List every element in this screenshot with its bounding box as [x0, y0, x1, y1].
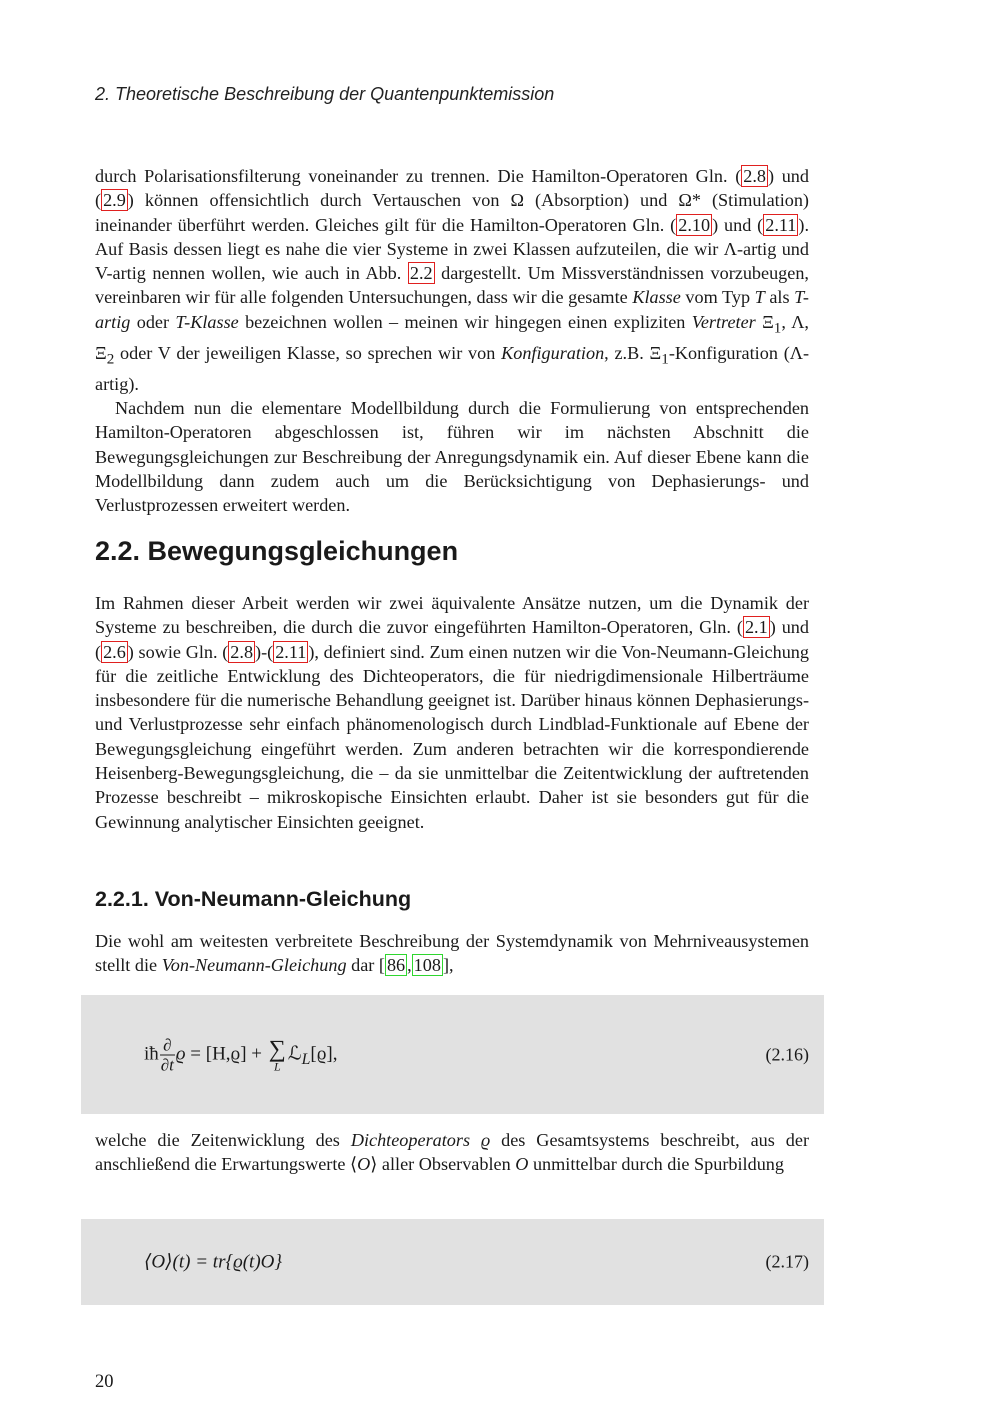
text-run: vom Typ	[680, 287, 755, 308]
emphasis-klasse: Klasse	[632, 287, 681, 308]
sum-operator	[269, 1038, 286, 1072]
text-run: Ξ	[755, 311, 774, 332]
paragraph-density-operator-text	[95, 1128, 809, 1177]
symbol-O: O	[357, 1154, 371, 1175]
paragraph-transition: Nachdem nun die elementare Modellbildung durch die Formulierung von entsprechenden Hamilton-Operatoren abgeschlossen ist, führen wir im nächsten Abschnitt die Bewegungsgleichungen zur Beschreibung der Anregungsdynamik ein. Auf dieser Ebene kann die Modellbildung dann zudem auch um die Berücksichtigung von Dephasierungs- und Verlustprozessen erweitert werden.	[95, 397, 809, 516]
text-run: Die wohl am weitesten verbreitete Beschreibung der Systemdynamik von Mehrniveausystemen stellt die	[95, 931, 809, 976]
text-run: bezeichnen wollen – meinen wir hingegen einen expliziten	[238, 311, 692, 332]
equation-ref-2-11[interactable]: 2.11	[275, 641, 307, 662]
subscript: 2	[106, 350, 115, 368]
expectation-value-equation: ⟨O⟩(t) = tr{ϱ(t)O}	[144, 1251, 282, 1273]
lindblad-symbol: ℒ	[287, 1042, 302, 1064]
subscript: 1	[661, 350, 669, 368]
emphasis-vertreter: Vertreter	[691, 311, 756, 332]
paragraph-density-operator	[95, 1128, 809, 1177]
text-run: ) und (	[712, 214, 764, 235]
equation-number: (2.17)	[765, 1251, 809, 1272]
sigma-symbol: ∑	[268, 1036, 286, 1063]
eq-commutator: = [H,ϱ] +	[185, 1042, 267, 1064]
text-run: dar [	[346, 955, 385, 976]
page-number: 20	[95, 1372, 114, 1392]
equation-ref-2-8[interactable]: 2.8	[743, 166, 766, 186]
symbol-O: O	[515, 1154, 529, 1175]
eq-lhs-prefix: iħ	[144, 1042, 159, 1064]
text-run: Im Rahmen dieser Arbeit werden wir zwei äquivalente Ansätze nutzen, um die Dynamik der Systeme zu beschreiben, die durch die zuvor eingeführten Hamilton-Operatoren, Gln. (	[95, 593, 809, 638]
emphasis-t-klasse: T-Klasse	[175, 311, 239, 332]
paragraph-von-neumann	[95, 929, 809, 978]
equation-ref-2-1[interactable]: 2.1	[744, 617, 768, 638]
paragraph-classes	[95, 164, 809, 396]
emphasis-dichteoperator: Dichteoperators ϱ	[350, 1130, 491, 1150]
section-heading: 2.2. Bewegungsgleichungen	[95, 536, 459, 566]
text-run: durch Polarisationsfilterung voneinander zu trennen. Die Hamilton-Operatoren Gln. (	[95, 166, 742, 186]
equation-ref-2-9[interactable]: 2.9	[103, 190, 126, 211]
citation-108[interactable]: 108	[413, 955, 441, 976]
text-run: als	[764, 287, 795, 308]
partial-derivative	[160, 1035, 175, 1074]
equation-ref-2-6[interactable]: 2.6	[103, 641, 126, 662]
text-run: ). Auf Basis dessen liegt es nahe die vier Systeme in zwei Klassen aufzuteilen, die wir Λ-artig und V-artig nennen wollen, wie auch in Abb.	[95, 214, 809, 284]
eq-tail: [ϱ],	[310, 1042, 338, 1064]
citation-86[interactable]: 86	[386, 955, 406, 976]
subsection-heading: 2.2.1. Von-Neumann-Gleichung	[95, 887, 412, 911]
text-run: des Gesamtsystems beschreibt, aus der anschließend die Erwartungswerte ⟨	[95, 1130, 809, 1175]
equation-ref-2-11[interactable]: 2.11	[765, 214, 797, 235]
text-run: unmittelbar durch die Spurbildung	[528, 1154, 784, 1175]
emphasis-konfiguration: Konfiguration	[501, 342, 605, 363]
text-run: ) können offensichtlich durch Vertauschen von Ω (Absorption) und Ω* (Stimulation) ineinander überführt werden. Gleiches gilt für die Hamilton-Operatoren Gln. (	[95, 190, 809, 235]
equation-ref-2-10[interactable]: 2.10	[678, 214, 711, 235]
equation-box-2-16	[81, 995, 824, 1114]
von-neumann-equation	[144, 1035, 337, 1074]
text-run: )-(	[255, 641, 274, 662]
text-run: ) und (	[95, 617, 809, 662]
text-run: oder	[130, 311, 176, 332]
fraction-denominator: ∂t	[160, 1055, 174, 1074]
text-run: ,	[407, 955, 412, 976]
text-run: dargestellt. Um Missverständnissen vorzubeugen, vereinbaren wir für alle folgenden Untersuchungen, dass wir die gesamte	[95, 263, 809, 308]
text-run: ) sowie Gln. (	[127, 641, 229, 662]
symbol-T: T	[754, 287, 765, 308]
subscript: 1	[773, 319, 782, 337]
text-run: welche die Zeitenwicklung des	[95, 1130, 351, 1150]
paragraph-approaches	[95, 591, 809, 834]
lindblad-subscript: L	[301, 1050, 311, 1068]
text-run: -Konfiguration (Λ-artig).	[95, 342, 809, 394]
paragraph-approaches-text	[95, 591, 809, 834]
fraction-numerator: ∂	[160, 1035, 175, 1055]
emphasis-von-neumann: Von-Neumann-Gleichung	[161, 955, 347, 976]
text-run: oder V der jeweiligen Klasse, so sprechen wir von	[114, 342, 502, 363]
symbol-rho: ϱ	[175, 1042, 186, 1064]
emphasis-t-artig: T-artig	[95, 287, 809, 332]
text-run: ) und (	[95, 166, 809, 211]
text-run: , Λ, Ξ	[95, 311, 809, 363]
paragraph-von-neumann-text	[95, 929, 809, 978]
paragraph-intro	[95, 164, 809, 517]
running-header: 2. Theoretische Beschreibung der Quantenpunktemission	[95, 84, 555, 104]
text-run: , z.B. Ξ	[604, 342, 662, 363]
equation-box-2-17	[81, 1219, 824, 1305]
text-run: ), definiert sind. Zum einen nutzen wir die Von-Neumann-Gleichung für die zeitliche Entwicklung des Dichteoperators, die für niedrigdimensionale Hilberträume insbesondere für die numerische Behandlung geeignet ist. Darüber hinaus können Dephasierungs- und Verlustprozesse sehr einfach phänomenologisch durch Lindblad-Funktionale auf Ebene der Bewegungsgleichung eingeführt werden. Zum anderen betrachten wir die korrespondierende Heisenberg-Bewegungsgleichung, die – da sie unmittelbar die Zeitentwicklung der auftretenden Prozesse beschreibt – mikroskopische Einsichten erlaubt. Daher ist sie besonders gut für die Gewinnung analytischer Einsichten geeignet.	[95, 641, 809, 832]
text-run: ⟩ aller Observablen	[370, 1154, 516, 1175]
text-run: ],	[442, 955, 454, 976]
equation-number: (2.16)	[765, 1044, 809, 1064]
figure-ref-2-2[interactable]: 2.2	[409, 263, 433, 284]
equation-ref-2-8[interactable]: 2.8	[230, 641, 254, 662]
sum-index: L	[273, 1059, 281, 1074]
